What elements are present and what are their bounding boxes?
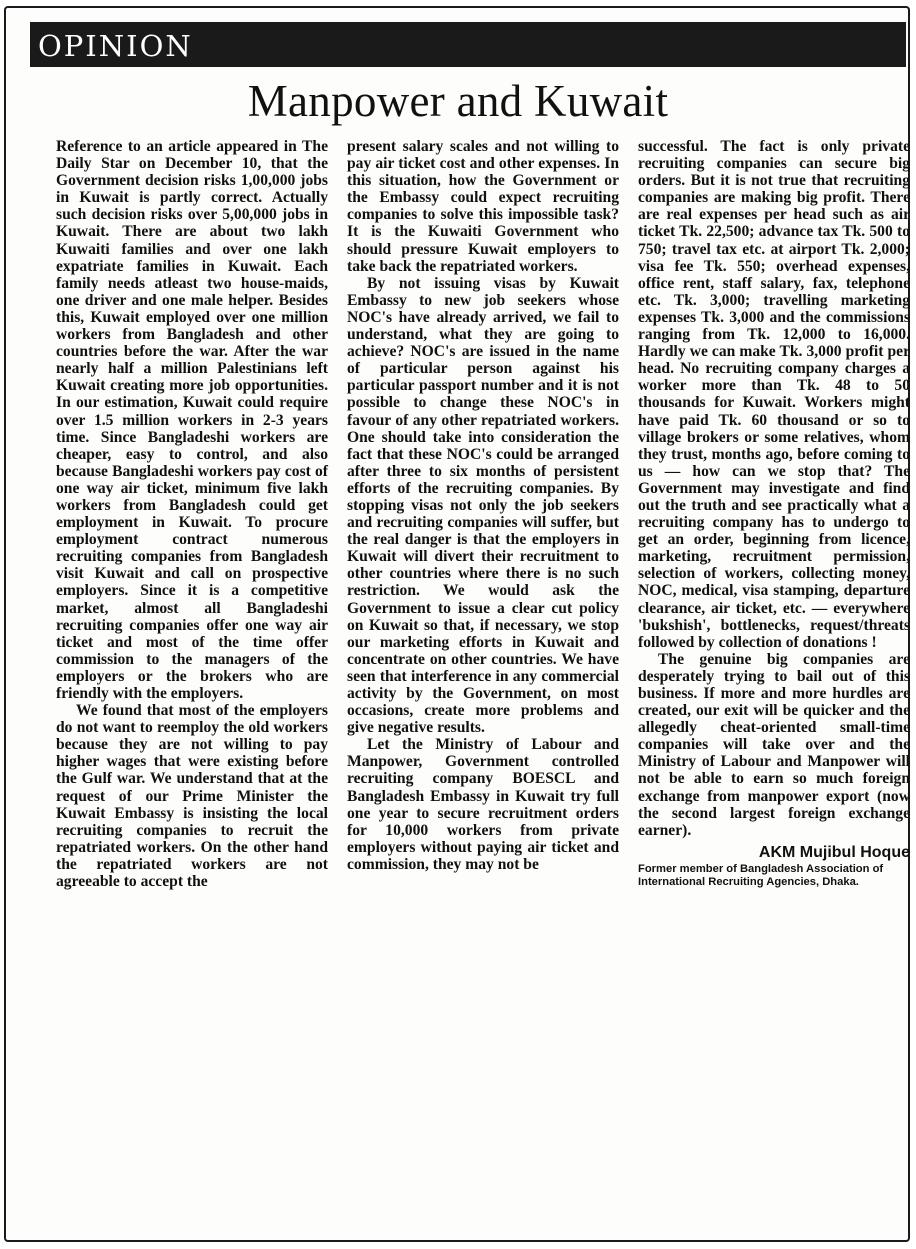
paragraph: present salary scales and not willing to pay air ticket cost and other expenses. In this situation, how the Government or the Embassy could expect recruiting companies to solve this impossible task? It is the Kuwaiti Government who should pressure Kuwait employers to take back the repatriated workers. (347, 138, 619, 275)
column-1 (56, 138, 328, 1238)
paragraph: successful. The fact is only private recruiting companies can secure big orders. But it is not true that recruiting companies are making big profit. There are real expenses per head such as air ticket Tk. 22,500; advance tax Tk. 500 to 750; travel tax etc. at airport Tk. 2,000; visa fee Tk. 550; overhead expenses, office rent, staff salary, fax, telephone etc. Tk. 3,000; travelling marketing expenses Tk. 3,000 and the commissions ranging from Tk. 12,000 to 16,000. Hardly we can make Tk. 3,000 profit per head. No recruiting company charges a worker more than Tk. 48 to 50 thousands for Kuwait. Workers might have paid Tk. 60 thousand or so to village brokers or some relatives, whom they trust, months ago, before coming to us — how can we stop that? The Government may investigate and find out the truth and see practically what a recruiting company has to undergo to get an order, beginning from licence, marketing, recruitment permission, selection of workers, collecting money, NOC, medical, visa stamping, departure clearance, air ticket, etc. — everywhere 'bukshish', bottlenecks, request/threats followed by collection of donations ! (638, 138, 910, 651)
section-label: OPINION (38, 29, 193, 63)
paragraph: Reference to an article appeared in The Daily Star on December 10, that the Government decision risks 1,00,000 jobs in Kuwait is partly correct. Actually such decision risks over 5,00,000 jobs in Kuwait. There are about two lakh Kuwaiti families and over one lakh expatriate families in Kuwait. Each family needs atleast two house-maids, one driver and one male helper. Besides this, Kuwait employed over one million workers from Bangladesh and other countries before the war. After the war nearly half a million Palestinians left Kuwait creating more job opportunities. In our estimation, Kuwait could require over 1.5 million workers in 2-3 years time. Since Bangladeshi workers are cheaper, easy to control, and also because Bangladeshi workers pay cost of one way air ticket, minimum five lakh workers from Bangladesh could get employment in Kuwait. To procure employment contract numerous recruiting companies from Bangladesh visit Kuwait and call on prospective employers. Since it is a competitive market, almost all Bangladeshi recruiting companies offer one way air ticket and most of the time offer commission to the managers of the employers or the brokers who are friendly with the employers. (56, 138, 328, 702)
signature-block (638, 843, 910, 889)
author-name: AKM Mujibul Hoque (758, 843, 910, 861)
paragraph: By not issuing visas by Kuwait Embassy to new job seekers whose NOC's have already arrived, we fail to understand, what they are going to achieve? NOC's are issued in the name of particular person against his particular passport number and it is not possible to change these NOC's in favour of any other repatriated workers. One should take into consideration the fact that these NOC's could be arranged after three to six months of persistent efforts of the recruiting companies. By stopping visas not only the job seekers and recruiting companies will suffer, but the real danger is that the employers in Kuwait will divert their recruitment to other countries where there is no such restriction. We would ask the Government to issue a clear cut policy on Kuwait so that, if necessary, we stop our marketing efforts in Kuwait and concentrate on other countries. We have seen that interference in any commercial activity by the Government, on most occasions, create more problems and give negative results. (347, 274, 619, 737)
column-2 (347, 138, 619, 1238)
author-title: Former member of Bangladesh Association of International Recruiting Agencies, Dhaka. (638, 862, 884, 888)
headline: Manpower and Kuwait (247, 76, 669, 126)
column-3 (638, 138, 910, 1238)
paragraph: We found that most of the employers do not want to reemploy the old workers because they are not willing to pay higher wages that were existing before the Gulf war. We understand that at the request of our Prime Minister the Kuwait Embassy is insisting the local recruiting companies to recruit the repatriated workers. On the other hand the repatriated workers are not agreeable to accept the (56, 702, 328, 891)
paragraph: The genuine big companies are desperately trying to bail out of this business. If more and more hurdles are created, our exit will be quicker and the allegedly cheat-oriented small-time companies will take over and the Ministry of Labour and Manpower will not be able to earn so much foreign exchange from manpower export (now the second largest foreign exchange earner). (638, 650, 910, 839)
article-body (56, 138, 910, 1238)
paragraph: Let the Ministry of Labour and Manpower, Government controlled recruiting company BOESCL and Bangladesh Embassy in Kuwait try full one year to secure recruitment orders for 10,000 workers from private employers without paying air ticket and commission, they may not be (347, 736, 619, 873)
